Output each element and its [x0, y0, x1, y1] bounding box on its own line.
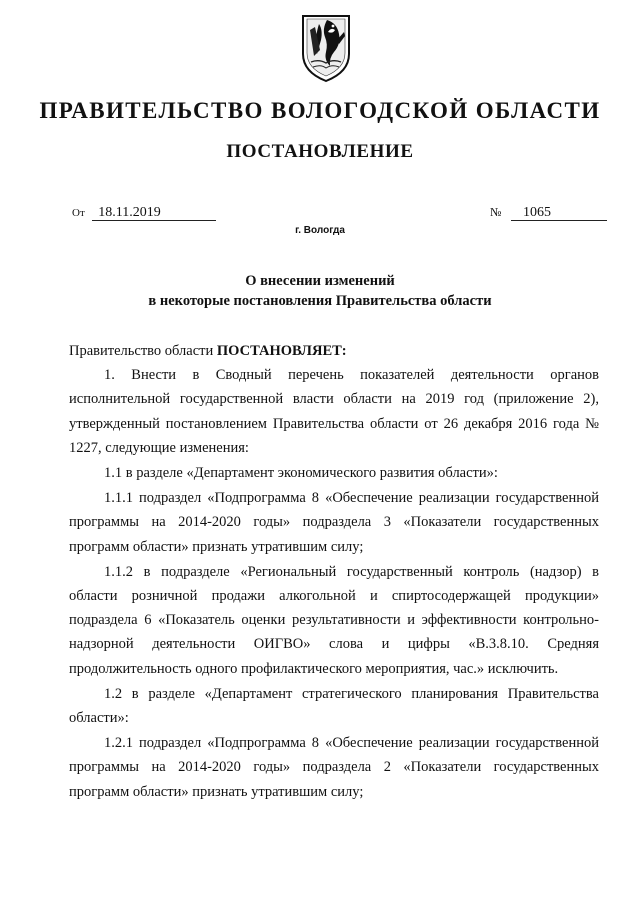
document-date: 18.11.2019 — [92, 205, 216, 221]
date-field — [72, 205, 216, 221]
document-subject — [0, 271, 640, 311]
city-label: г. Вологда — [295, 225, 345, 236]
paragraph-1-2-1: 1.2.1 подраздел «Подпрограмма 8 «Обеспечение реализации государственной программы на 2014-2020 годы» подраздела 2 «Показатели государственных программ области» признать утратившим силу; — [69, 735, 599, 800]
intro-prefix: Правительство области — [69, 343, 217, 359]
document-type: ПОСТАНОВЛЕНИЕ — [226, 141, 414, 162]
paragraph-1-2: 1.2 в разделе «Департамент стратегического планирования Правительства области»: — [69, 685, 599, 727]
paragraph-1-1-2: 1.1.2 в подразделе «Региональный государственный контроль (надзор) в области розничной продажи алкогольной и спиртосодержащей продукции» подраздела 6 «Показатель оценки результативности и эффективности контрольно-надзорной деятельности ОИГВО» слова и цифры «В.3.8.10. Средняя продолжительность одного профилактического мероприятия, час.» исключить. — [69, 563, 599, 677]
number-field — [490, 205, 607, 221]
government-title: ПРАВИТЕЛЬСТВО ВОЛОГОДСКОЙ ОБЛАСТИ — [39, 98, 601, 123]
subject-line-2: в некоторые постановления Правительства области — [148, 293, 492, 309]
document-number: 1065 — [511, 205, 607, 221]
intro-decree: ПОСТАНОВЛЯЕТ: — [216, 343, 347, 359]
document-body — [69, 339, 599, 804]
date-label: От — [72, 207, 85, 219]
paragraph-1: 1. Внести в Сводный перечень показателей деятельности органов исполнительной государственной власти области на 2019 год (приложение 2), утвержденный постановлением Правительства области от 26 декабря 2016 года № 1227, следующие изменения: — [69, 367, 599, 456]
paragraph-1-1: 1.1 в разделе «Департамент экономического развития области»: — [104, 465, 498, 482]
subject-line-1: О внесении изменений — [245, 273, 395, 289]
vologda-coat-of-arms-icon — [297, 10, 355, 84]
number-label: № — [490, 205, 502, 219]
paragraph-1-1-1: 1.1.1 подраздел «Подпрограмма 8 «Обеспечение реализации государственной программы на 2014-2020 годы» подраздела 3 «Показатели государственных программ области» признать утратившим силу; — [69, 490, 599, 555]
intro-paragraph — [69, 339, 599, 363]
